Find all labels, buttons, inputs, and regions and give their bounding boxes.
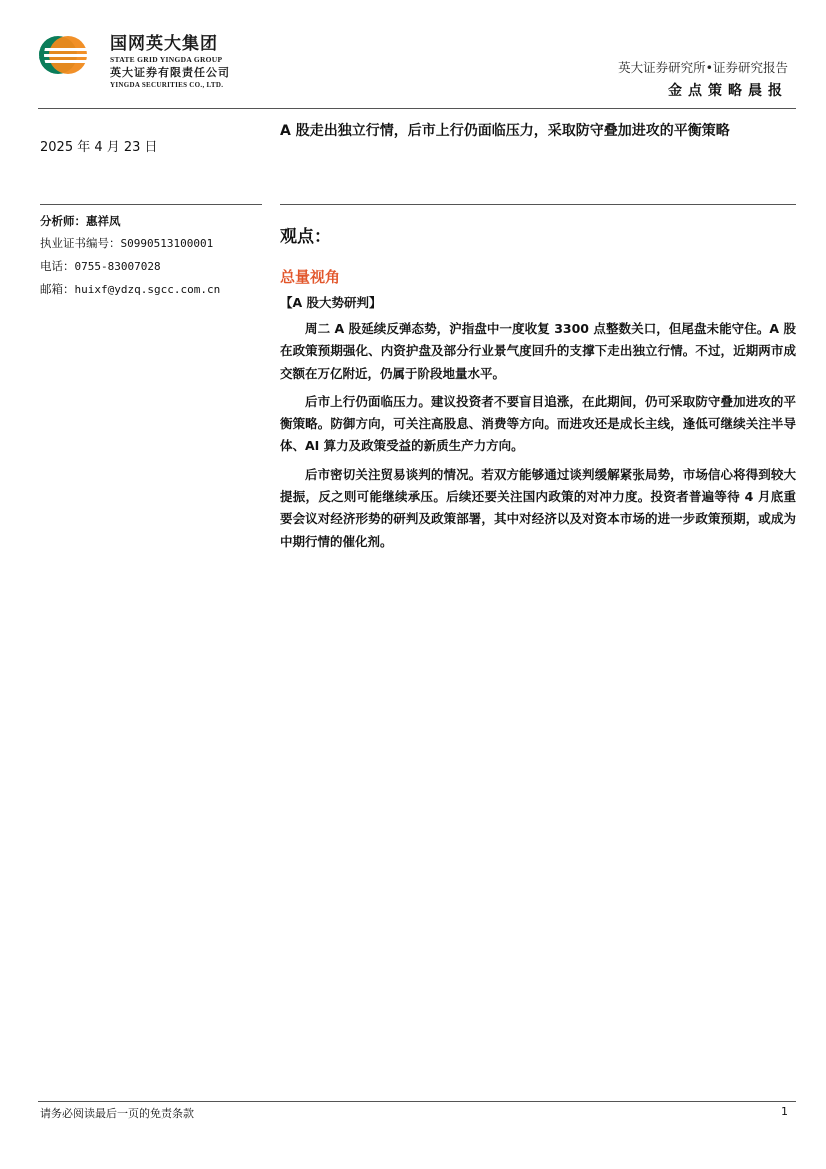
- analyst-cert-row: [40, 232, 220, 255]
- cert-label: 执业证书编号：: [40, 236, 121, 250]
- section-heading: 总量视角: [280, 268, 341, 286]
- header-divider: [38, 108, 796, 109]
- logo-en-group: STATE GRID YINGDA GROUP: [110, 55, 223, 64]
- report-body: [280, 318, 796, 559]
- footer-disclaimer: 请务必阅读最后一页的免责条款: [40, 1107, 194, 1120]
- cert-value: S0990513100001: [120, 237, 214, 250]
- phone-value: 0755-83007028: [74, 260, 161, 273]
- footer-divider: [38, 1101, 796, 1102]
- logo-cn-subsidiary: 英大证券有限责任公司: [110, 66, 230, 79]
- right-divider: [280, 204, 796, 205]
- logo-en-subsidiary: YINGDA SECURITIES CO., LTD.: [110, 81, 224, 89]
- body-paragraph: 后市密切关注贸易谈判的情况。若双方能够通过谈判缓解紧张局势，市场信心将得到较大提振，反之则可能继续承压。后续还要关注国内政策的对冲力度。投资者普遍等待 4 月底重要会议对经济形势的研判及政策部署，其中对经济以及对资本市场的进一步政策预期，或成为中期行情的催化剂。: [280, 466, 796, 549]
- body-paragraph: 后市上行仍面临压力。建议投资者不要盲目追涨，在此期间，仍可采取防守叠加进攻的平衡策略。防御方向，可关注高股息、消费等方向。而进攻还是成长主线，逢低可继续关注半导体、AI 算力及政策受益的新质生产力方向。: [280, 393, 796, 454]
- yingda-logo-icon: [38, 35, 100, 75]
- page-number: 1: [781, 1105, 788, 1118]
- body-paragraph: 周二 A 股延续反弹态势，沪指盘中一度收复 3300 点整数关口，但尾盘未能守住。A 股在政策预期强化、内资护盘及部分行业景气度回升的支撑下走出独立行情。不过，近期两市成交额在万亿附近，仍属于阶段地量水平。: [280, 321, 796, 381]
- analyst-name-row: [40, 210, 220, 232]
- logo-cn-name: 国网英大集团: [110, 34, 218, 54]
- left-divider: [40, 204, 262, 205]
- report-type: 金点策略晨报: [668, 83, 788, 99]
- viewpoint-heading: 观点：: [280, 227, 331, 247]
- subsection-heading: 【A 股大势研判】: [280, 295, 382, 310]
- org-line: 英大证券研究所•证券研究报告: [618, 60, 788, 75]
- email-value[interactable]: huixf@ydzq.sgcc.com.cn: [74, 283, 221, 296]
- email-label: 邮箱：: [40, 282, 75, 296]
- analyst-phone-row: [40, 255, 220, 278]
- analyst-label: 分析师：: [40, 214, 86, 228]
- analyst-email-row: [40, 278, 220, 301]
- report-title: A 股走出独立行情，后市上行仍面临压力，采取防守叠加进攻的平衡策略: [280, 123, 730, 139]
- report-date: 2025 年 4 月 23 日: [40, 140, 158, 155]
- analyst-info: [40, 210, 220, 301]
- phone-label: 电话：: [40, 259, 75, 273]
- company-logo: [38, 33, 258, 99]
- analyst-name: 惠祥凤: [86, 214, 121, 228]
